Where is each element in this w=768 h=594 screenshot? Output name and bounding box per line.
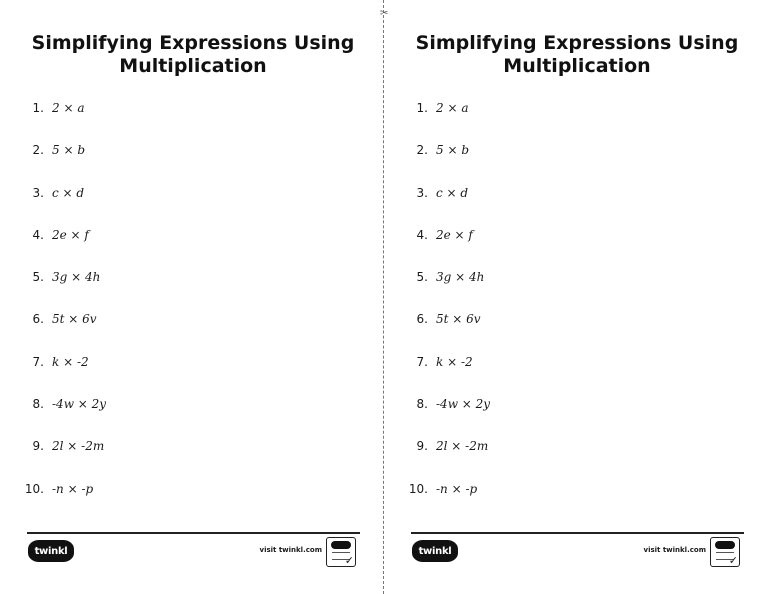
- title-line-2: Multiplication: [503, 55, 651, 77]
- question-number: 7.: [416, 354, 428, 369]
- question-item: [24, 269, 354, 311]
- question-expression: 2 × a: [52, 101, 85, 115]
- question-expression: 5 × b: [436, 143, 469, 158]
- visit-link[interactable]: visit twinkl.com: [259, 546, 322, 554]
- worksheet-title: [412, 32, 742, 78]
- scissors-icon: ✂: [380, 8, 389, 19]
- question-number: 9.: [32, 439, 44, 454]
- question-item: [408, 438, 738, 480]
- question-item: [24, 227, 354, 269]
- twinkl-logo: twinkl: [28, 540, 74, 562]
- question-expression: c × d: [436, 185, 469, 200]
- question-item: [408, 396, 738, 438]
- question-expression: 3g × 4h: [52, 270, 101, 285]
- question-item: [24, 481, 354, 523]
- question-expression: 3g × 4h: [436, 270, 485, 285]
- twinkl-logo: twinkl: [412, 540, 458, 562]
- title-line-1: Simplifying Expressions Using: [415, 32, 739, 54]
- question-expression: c × d: [52, 185, 85, 200]
- question-number: 4.: [416, 227, 428, 242]
- question-expression: 5t × 6v: [436, 312, 481, 327]
- question-expression: -n × -p: [436, 481, 478, 496]
- question-item: [408, 354, 738, 396]
- question-item: [408, 142, 738, 184]
- worksheet-title: [28, 32, 358, 78]
- question-number: 2.: [416, 143, 428, 158]
- footer-divider: [27, 532, 360, 534]
- question-number: 6.: [416, 312, 428, 327]
- question-number: 1.: [416, 101, 428, 115]
- question-expression: -4w × 2y: [52, 397, 107, 412]
- question-item: [408, 100, 738, 142]
- question-number: 5.: [416, 270, 428, 285]
- title-line-1: Simplifying Expressions Using: [31, 32, 355, 54]
- question-expression: 2e × f: [52, 227, 89, 242]
- question-number: 4.: [32, 227, 44, 242]
- question-number: 9.: [416, 439, 428, 454]
- question-list: [24, 100, 354, 523]
- title-line-2: Multiplication: [119, 55, 267, 77]
- footer-divider: [411, 532, 744, 534]
- question-item: [408, 227, 738, 269]
- question-item: [24, 100, 354, 142]
- question-expression: -4w × 2y: [436, 397, 491, 412]
- question-number: 5.: [32, 270, 44, 285]
- question-number: 8.: [416, 397, 428, 412]
- question-expression: 2l × -2m: [52, 439, 105, 454]
- quality-badge-icon: ✓: [710, 537, 740, 567]
- question-expression: 2e × f: [436, 227, 473, 242]
- question-list: [408, 100, 738, 523]
- question-item: [24, 311, 354, 353]
- question-item: [408, 481, 738, 523]
- question-number: 1.: [32, 101, 44, 115]
- question-item: [408, 311, 738, 353]
- question-number: 10.: [24, 481, 44, 496]
- question-number: 3.: [416, 185, 428, 200]
- question-expression: 2 × a: [436, 101, 469, 115]
- question-item: [24, 438, 354, 480]
- question-item: [24, 142, 354, 184]
- question-number: 8.: [32, 397, 44, 412]
- question-number: 2.: [32, 143, 44, 158]
- question-number: 10.: [408, 481, 428, 496]
- question-item: [24, 185, 354, 227]
- question-expression: 5t × 6v: [52, 312, 97, 327]
- question-number: 6.: [32, 312, 44, 327]
- question-expression: k × -2: [436, 354, 473, 369]
- question-number: 3.: [32, 185, 44, 200]
- question-item: [24, 354, 354, 396]
- worksheet-right: [384, 0, 768, 594]
- question-expression: 2l × -2m: [436, 439, 489, 454]
- question-item: [24, 396, 354, 438]
- question-item: [408, 269, 738, 311]
- question-item: [408, 185, 738, 227]
- question-expression: -n × -p: [52, 481, 94, 496]
- question-number: 7.: [32, 354, 44, 369]
- quality-badge-icon: ✓: [326, 537, 356, 567]
- visit-link[interactable]: visit twinkl.com: [643, 546, 706, 554]
- question-expression: k × -2: [52, 354, 89, 369]
- question-expression: 5 × b: [52, 143, 85, 158]
